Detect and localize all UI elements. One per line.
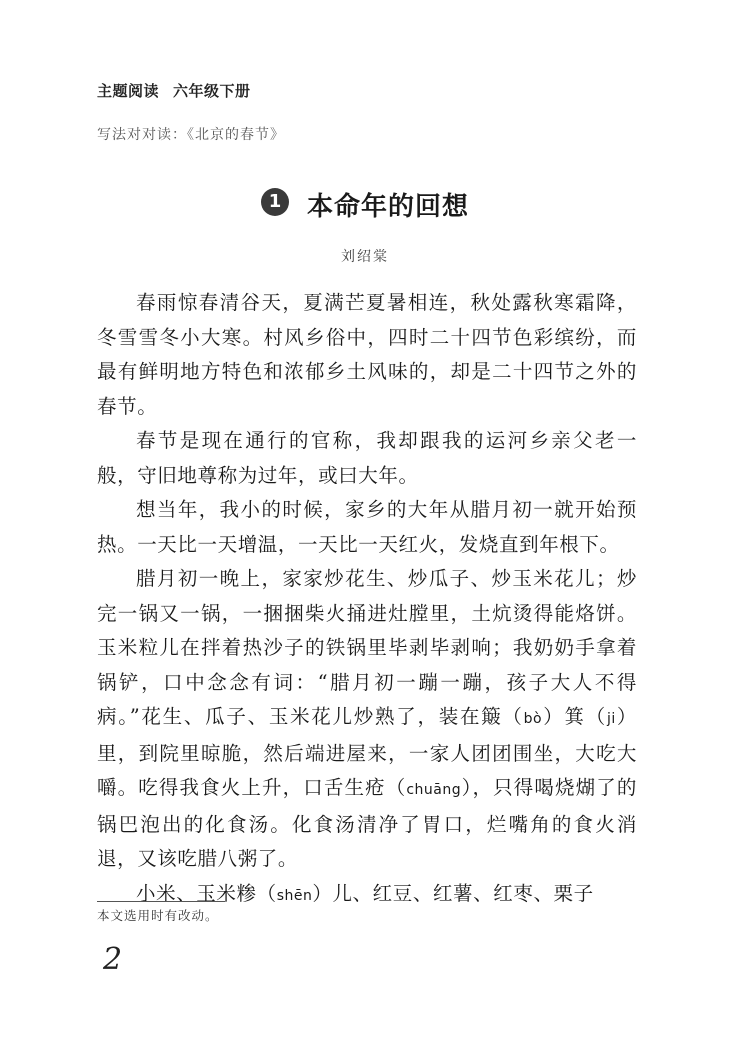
article-body (97, 286, 637, 913)
paragraph-text: ）里，到院里晾脆，然后端进屋来，一家人团团围坐，大吃大嚼。吃得我食火上升，口舌生疮（ (97, 705, 637, 799)
article-number-badge: 1 (261, 188, 289, 216)
pinyin-annotation: ji (606, 711, 616, 727)
page-number: 2 (103, 942, 123, 977)
paragraph-text: ）箕（ (542, 705, 607, 728)
paragraph-text: 想当年，我小的时候，家乡的大年从腊月初一就开始预热。一天比一天增温，一天比一天红火，发烧直到年根下。 (97, 498, 637, 556)
body-paragraph (97, 286, 637, 424)
body-paragraph (97, 493, 637, 562)
footnote: 本文选用时有改动。 (97, 908, 219, 923)
pinyin-annotation: chuāng (406, 782, 462, 798)
article-title: 本命年的回想 (306, 192, 469, 222)
pinyin-annotation: bò (523, 711, 543, 727)
pinyin-annotation: shēn (276, 887, 313, 904)
paragraph-text: 春雨惊春清谷天，夏满芒夏暑相连，秋处露秋寒霜降，冬雪雪冬小大寒。村风乡俗中，四时二十四节色彩缤纷，而最有鲜明地方特色和浓郁乡土风味的，却是二十四节之外的春节。 (97, 291, 637, 418)
grade-label: 六年级下册 (173, 82, 251, 100)
paragraph-text: 小米、玉米糁（ (136, 881, 277, 905)
article-author: 刘绍棠 (341, 249, 389, 265)
running-header (97, 80, 251, 101)
paragraph-text: ），只得喝烧煳了的锅巴泡出的化食汤。化食汤清净了胃口，烂嘴角的食火消退，又该吃腊八粥了。 (97, 776, 637, 870)
footnote-divider (97, 901, 225, 902)
body-paragraph (97, 562, 637, 877)
article-title-row (0, 186, 730, 223)
paragraph-text: ）儿、红豆、红薯、红枣、栗子 (312, 881, 594, 905)
series-title: 主题阅读 (97, 82, 160, 100)
section-subheader: 写法对对读：《北京的春节》 (97, 127, 285, 143)
paragraph-text: 春节是现在通行的官称，我却跟我的运河乡亲父老一般，守旧地尊称为过年，或曰大年。 (97, 429, 637, 487)
paragraph-text: 腊月初一晚上，家家炒花生、炒瓜子、炒玉米花儿；炒完一锅又一锅，一捆捆柴火捅进灶膛里，土炕烫得能烙饼。玉米粒儿在拌着热沙子的铁锅里毕剥毕剥响；我奶奶手拿着锅铲，口中念念有词：“腊月初一蹦一蹦，孩子大人不得病。”花生、瓜子、玉米花儿炒熟了，装在簸（ (97, 567, 637, 728)
body-paragraph (97, 424, 637, 493)
